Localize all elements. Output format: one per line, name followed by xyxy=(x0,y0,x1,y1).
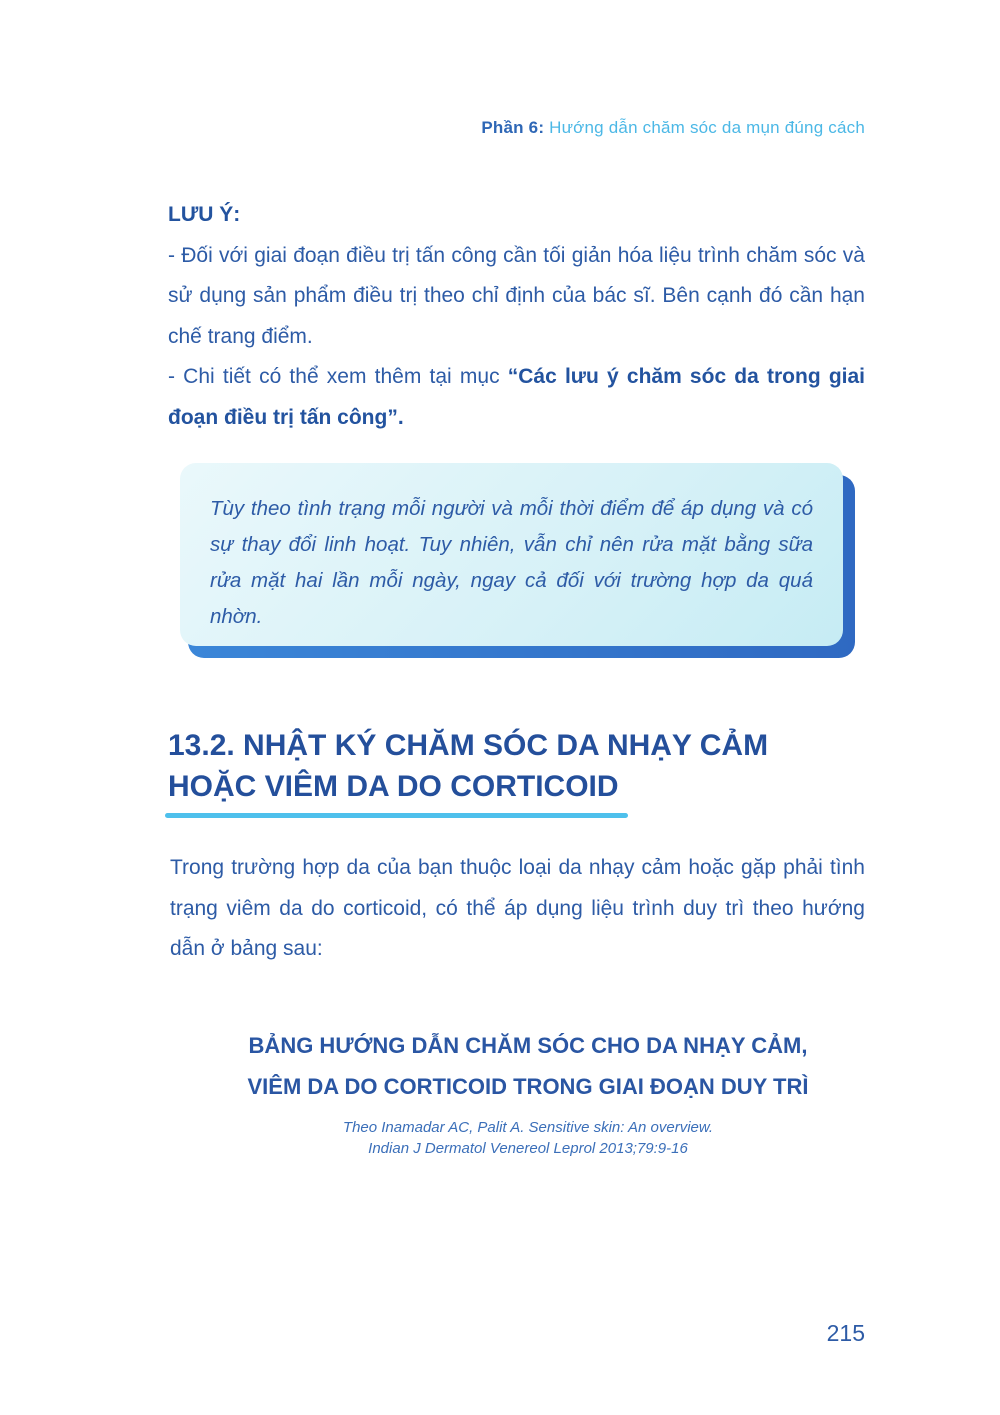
note-heading: LƯU Ý: xyxy=(168,203,241,226)
note-block xyxy=(168,195,865,438)
running-header xyxy=(481,118,865,138)
note-item-2-text: - Chi tiết có thể xem thêm tại mục xyxy=(168,365,508,388)
note-item-1: - Đối với giai đoạn điều trị tấn công cần tối giản hóa liệu trình chăm sóc và sử dụng sản phẩm điều trị theo chỉ định của bác sĩ. Bên cạnh đó cần hạn chế trang điểm. xyxy=(168,243,865,348)
callout-box xyxy=(180,463,855,658)
callout-text: Tùy theo tình trạng mỗi người và mỗi thời điểm để áp dụng và có sự thay đổi linh hoạt. Tuy nhiên, vẫn chỉ nên rửa mặt bằng sữa rửa mặt hai lần mỗi ngày, ngay cả đối với trường hợp da quá nhờn. xyxy=(210,497,813,628)
section-title-line-1: 13.2. NHẬT KÝ CHĂM SÓC DA NHẠY CẢM xyxy=(168,729,769,762)
section-title xyxy=(168,725,868,807)
table-reference xyxy=(168,1117,888,1159)
part-title: Hướng dẫn chăm sóc da mụn đúng cách xyxy=(549,118,865,137)
part-label: Phần 6: xyxy=(481,118,545,137)
reference-line-1: Theo Inamadar AC, Palit A. Sensitive skin: An overview. xyxy=(342,1119,714,1136)
note-item-2-reference: “Các lưu ý chăm sóc da trong giai đoạn điều trị tấn công”. xyxy=(168,365,866,429)
table-title-line-1: BẢNG HƯỚNG DẪN CHĂM SÓC CHO DA NHẠY CẢM, xyxy=(248,1033,808,1058)
page-number: 215 xyxy=(826,1320,865,1346)
callout-panel xyxy=(180,463,843,646)
table-title xyxy=(168,1025,888,1107)
section-title-line-2: HOẶC VIÊM DA DO CORTICOID xyxy=(168,770,619,803)
table-title-line-2: VIÊM DA DO CORTICOID TRONG GIAI ĐOẠN DUY TRÌ xyxy=(247,1074,809,1099)
section-underline xyxy=(165,813,628,818)
reference-line-2: Indian J Dermatol Venereol Leprol 2013;79:9-16 xyxy=(368,1140,688,1157)
section-body: Trong trường hợp da của bạn thuộc loại da nhạy cảm hoặc gặp phải tình trạng viêm da do corticoid, có thể áp dụng liệu trình duy trì theo hướng dẫn ở bảng sau: xyxy=(170,856,865,960)
note-item-2 xyxy=(168,357,865,438)
